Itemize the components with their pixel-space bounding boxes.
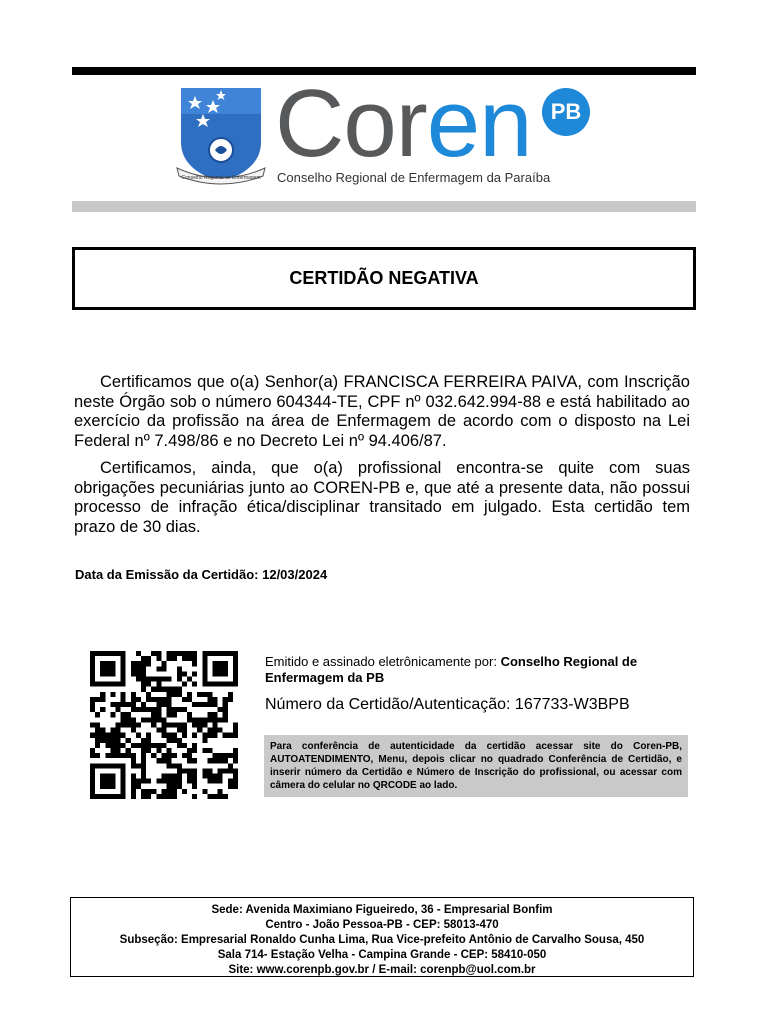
document-title: CERTIDÃO NEGATIVA — [72, 247, 696, 310]
coren-crest-icon — [175, 84, 267, 186]
footer-line: Site: www.corenpb.gov.br / E-mail: corenpb@uol.com.br — [228, 964, 536, 976]
brand-wordmark: Coren — [275, 70, 532, 177]
verification-instructions: Para conferência de autenticidade da certidão acessar site do Coren-PB, AUTOATENDIMENTO, Menu, depois clicar no quadrado Conferência de Certidão, e inserir número da Certidão e Número de Inscrição do profissional, ou acessar com câmera do celular no QRCODE ao lado. — [264, 735, 688, 797]
footer-address — [70, 897, 694, 977]
footer-line: Sala 714- Estação Velha - Campina Grande - CEP: 58410-050 — [217, 949, 547, 961]
emission-date: Data da Emissão da Certidão: 12/03/2024 — [75, 567, 328, 582]
certificate-number: Número da Certidão/Autenticação: 167733-W3BPB — [265, 696, 630, 713]
paragraph-1: Certificamos que o(a) Senhor(a) FRANCISCA FERREIRA PAIVA, com Inscrição neste Órgão sob o número 604344-TE, CPF nº 032.642.994-88 e está habilitado ao exercício da profissão na área de Enfermagem de acordo com o disposto na Lei Federal nº 7.498/86 e no Decreto Lei nº 94.406/87. — [74, 373, 690, 450]
header-logo — [175, 70, 595, 190]
footer-line: Subseção: Empresarial Ronaldo Cunha Lima, Rua Vice-prefeito Antônio de Carvalho Sousa, 450 — [119, 934, 645, 946]
certificate-body — [74, 373, 690, 545]
crest-ribbon-text: Conselho Regional de Enfermagem — [181, 175, 261, 181]
pb-badge: PB — [542, 88, 590, 136]
paragraph-2: Certificamos, ainda, que o(a) profissional encontra-se quite com suas obrigações pecuniárias junto ao COREN-PB e, que até a presente data, não possui processo de infração ética/disciplinar transitado em julgado. Esta certidão tem prazo de 30 dias. — [74, 459, 690, 536]
qr-code-icon[interactable] — [90, 651, 238, 799]
brand-subtitle: Conselho Regional de Enfermagem da Paraíba — [277, 170, 551, 185]
footer-line: Centro - João Pessoa-PB - CEP: 58013-470 — [265, 919, 499, 931]
footer-line: Sede: Avenida Maximiano Figueiredo, 36 - Empresarial Bonfim — [211, 904, 553, 916]
grey-rule — [72, 201, 696, 212]
signed-by: Emitido e assinado eletrônicamente por: Conselho Regional de Enfermagem da PB — [265, 654, 638, 685]
